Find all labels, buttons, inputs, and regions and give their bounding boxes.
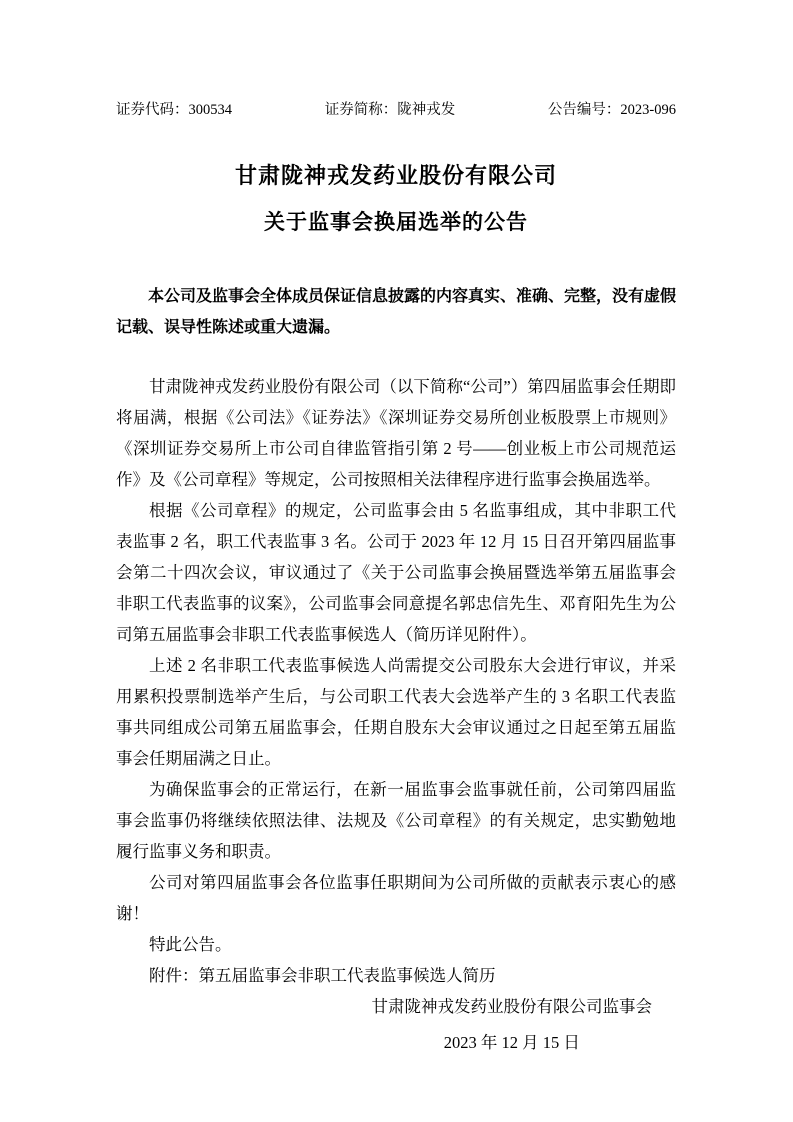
signature-section [116,991,676,1058]
stock-name-label: 证券简称：陇神戎发 [324,102,456,118]
signature-company: 甘肃陇神戎发药业股份有限公司监事会 [371,997,652,1016]
document-header [116,100,676,120]
announcement-title: 关于监事会换届选举的公告 [264,211,528,234]
paragraph-term-expiry: 甘肃陇神戎发药业股份有限公司（以下简称“公司”）第四届监事会任期即将届满，根据《公司法》《证券法》《深圳证券交易所创业板股票上市规则》《深圳证券交易所上市公司自律监管指引第 2 号——创业板上市公司规范运作》及《公司章程》等规定，公司按照相关法律程序进行监事会换届选举。 [116,377,676,489]
signature-date: 2023 年 12 月 15 日 [443,1033,580,1052]
paragraph-shareholder-review: 上述 2 名非职工代表监事候选人尚需提交公司股东大会进行审议，并采用累积投票制选举产生后，与公司职工代表大会选举产生的 3 名职工代表监事共同组成公司第五届监事会，任期自股东大会审议通过之日起至第五届监事会任期届满之日止。 [116,656,676,768]
paragraph-board-composition: 根据《公司章程》的规定，公司监事会由 5 名监事组成，其中非职工代表监事 2 名，职工代表监事 3 名。公司于 2023 年 12 月 15 日召开第四届监事会第二十四次会议，审议通过了《关于公司监事会换届暨选举第五届监事会非职工代表监事的议案》，公司监事会同意提名郭忠信先生、邓育阳先生为公司第五届监事会非职工代表监事候选人（简历详见附件）。 [116,501,676,644]
disclaimer-statement: 本公司及监事会全体成员保证信息披露的内容真实、准确、完整，没有虚假记载、误导性陈述或重大遗漏。 [116,288,677,336]
paragraph-gratitude: 公司对第四届监事会各位监事任职期间为公司所做的贡献表示衷心的感谢！ [116,873,676,923]
announcement-number-label: 公告编号：2023-096 [547,102,676,118]
announcement-body [116,371,676,991]
paragraph-transition-duties: 为确保监事会的正常运行，在新一届监事会监事就任前，公司第四届监事会监事仍将继续依照法律、法规及《公司章程》的有关规定，忠实勤勉地履行监事义务和职责。 [116,780,676,861]
company-name-title: 甘肃陇神戎发药业股份有限公司 [234,163,557,188]
attachment-line: 附件：第五届监事会非职工代表监事候选人简历 [149,966,496,985]
stock-code-label: 证券代码：300534 [116,102,232,118]
paragraph-closing: 特此公告。 [149,935,232,954]
signature-block [372,991,653,1058]
